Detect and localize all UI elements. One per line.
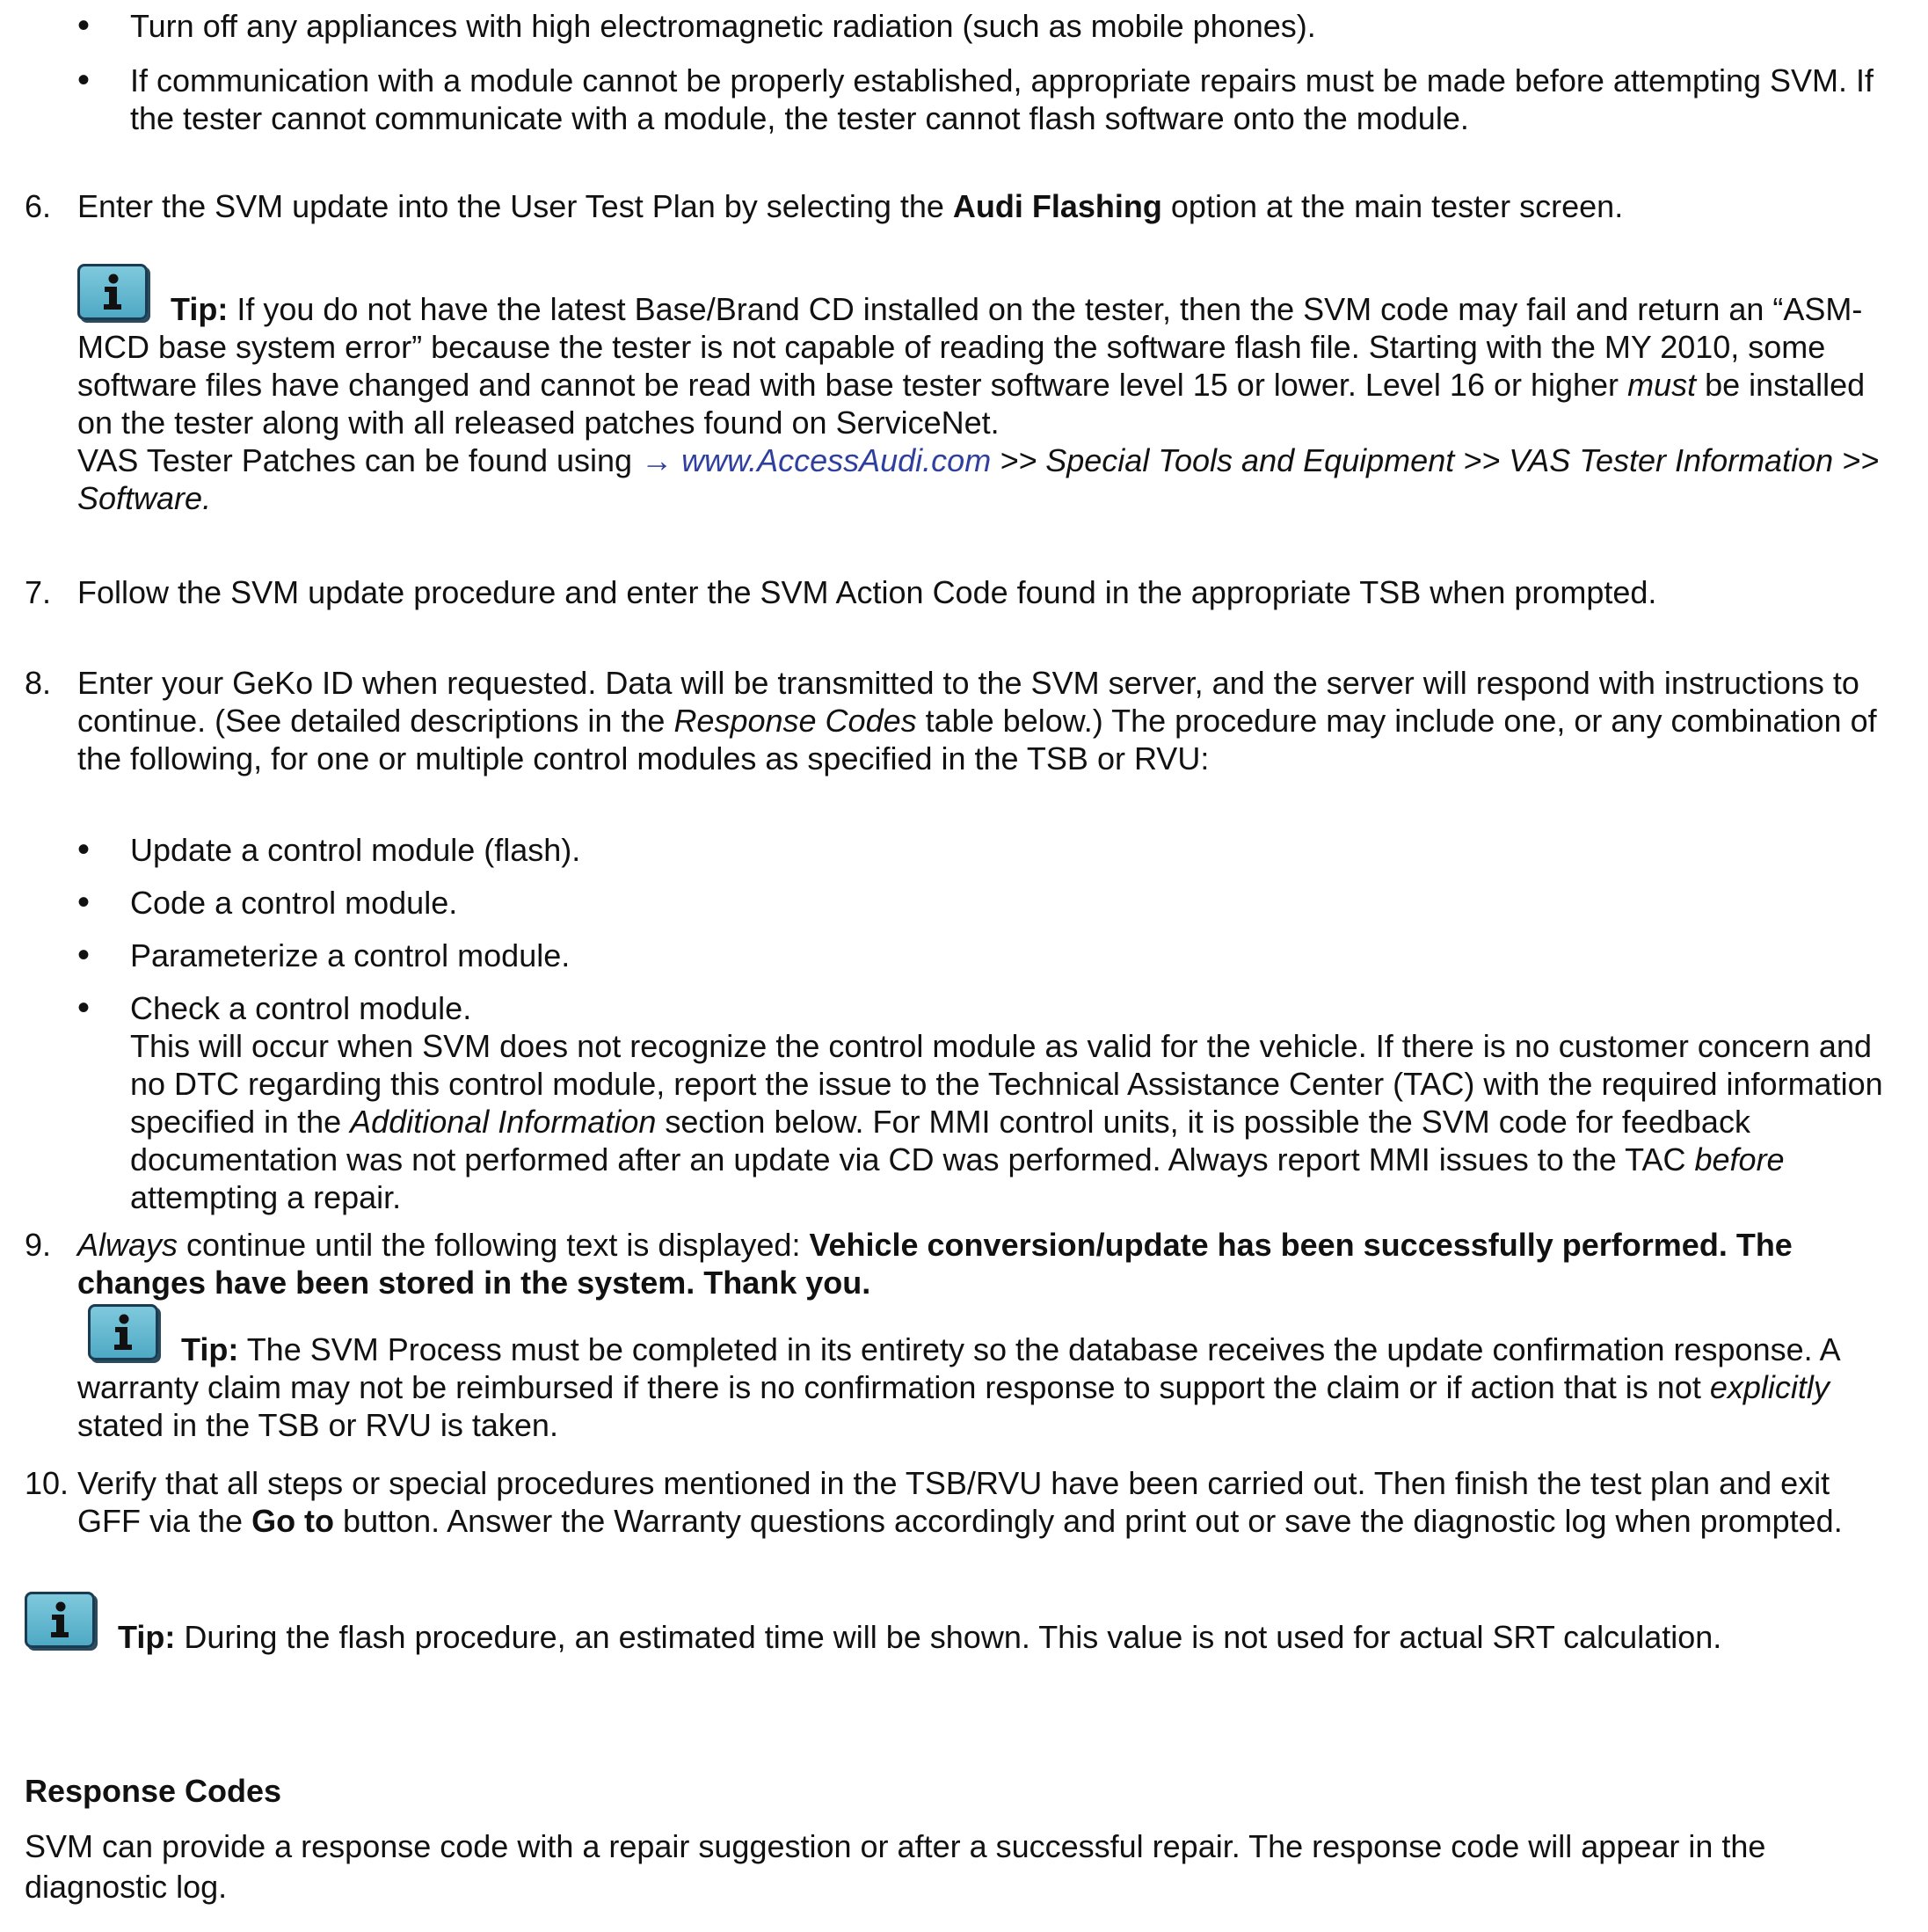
step-number: 8. [25, 665, 52, 701]
accessaudi-link[interactable]: → www.AccessAudi.com [641, 442, 992, 478]
tip-label: Tip: [181, 1331, 239, 1367]
step-text: Always continue until the following text is displayed: Vehicle conversion/update has been successfully performed. The changes have been stored in the system. Thank you. [77, 1227, 1793, 1301]
list-item: Update a control module (flash). [130, 832, 581, 868]
list-item: Check a control module. [130, 990, 472, 1026]
check-module-note: This will occur when SVM does not recognize the control module as valid for the vehicle. If there is no customer concern and no DTC regarding this control module, report the issue to the Technical Assistance Center (TAC) with the required information specified in the Additional Information section below. For MMI control units, it is possible the SVM code for feedback documentation was not performed after an update via CD was performed. Always report MMI issues to the TAC before attempting a repair. [130, 1028, 1883, 1215]
bullet-dot: • [77, 6, 91, 45]
tip-label: Tip: [118, 1619, 176, 1655]
bullet-dot: • [77, 883, 91, 922]
tip-label: Tip: [171, 291, 229, 327]
bullet-dot: • [77, 988, 91, 1027]
response-codes-section [25, 1772, 1896, 1907]
bullet-dot: • [77, 830, 91, 869]
final-tip: Tip: During the flash procedure, an estimated time will be shown. This value is not used for actual SRT calculation. [25, 1592, 1896, 1658]
step-number: 9. [25, 1227, 52, 1263]
top-bullet-2: If communication with a module cannot be properly established, appropriate repairs must be made before attempting SVM. If the tester cannot communicate with a module, the tester cannot flash software onto the module. [130, 62, 1874, 136]
section-heading: Response Codes [25, 1773, 282, 1809]
go-to-button-label: Go to [251, 1503, 335, 1539]
step-text: Enter the SVM update into the User Test Plan by selecting the Audi Flashing option at the main tester screen. [77, 188, 1624, 224]
section-text: SVM can provide a response code with a repair suggestion or after a successful repair. The response code will appear in the diagnostic log. [25, 1828, 1766, 1905]
list-item: Parameterize a control module. [130, 937, 571, 973]
tip-step-6: Tip: If you do not have the latest Base/Brand CD installed on the tester, then the SVM code may fail and return an “ASM-MCD base system error” because the tester is not capable of reading the software flash file. Starting with the MY 2010, some software files have changed and cannot be read with base tester software level 15 or lower. Level 16 or higher must be installed on the tester along with all released patches found on ServiceNet. VAS Tester Patches can be found using → www.AccessAudi.com >> Special Tools and Equipment >> VAS Tester Information >> Software. [77, 264, 1896, 517]
audi-flashing-option: Audi Flashing [952, 188, 1162, 224]
step-text: Verify that all steps or special procedures mentioned in the TSB/RVU have been carried out. Then finish the test plan and exit GFF via the Go to button. Answer the Warranty questions accordingly and print out or save the diagnostic log when prompted. [77, 1465, 1843, 1539]
step-number: 6. [25, 188, 52, 224]
info-icon [77, 264, 148, 320]
step-number: 7. [25, 574, 52, 610]
tip-step-9: Tip: The SVM Process must be completed in its entirety so the database receives the update confirmation response. A warranty claim may not be reimbursed if there is no confirmation response to support the claim or if action that is not explicitly stated in the TSB or RVU is taken. [77, 1304, 1896, 1444]
list-item: Code a control module. [130, 885, 458, 921]
bullet-dot: • [77, 61, 91, 99]
step-text: Follow the SVM update procedure and enter the SVM Action Code found in the appropriate TSB when prompted. [77, 574, 1657, 610]
success-message: Vehicle conversion/update has been successfully performed. The changes have been stored in the system. Thank you. [77, 1227, 1793, 1301]
patches-line: VAS Tester Patches can be found using → www.AccessAudi.com >> Special Tools and Equipment >> VAS Tester Information >> Software. [77, 442, 1880, 516]
step-number: 10. [25, 1465, 69, 1501]
bullet-dot: • [77, 936, 91, 974]
info-icon [25, 1592, 95, 1648]
info-icon [88, 1304, 158, 1360]
top-bullet-1: Turn off any appliances with high electromagnetic radiation (such as mobile phones). [130, 8, 1316, 44]
step-text: Enter your GeKo ID when requested. Data will be transmitted to the SVM server, and the server will respond with instructions to continue. (See detailed descriptions in the Response Codes table below.) The procedure may include one, or any combination of the following, for one or multiple control modules as specified in the TSB or RVU: [77, 665, 1877, 776]
